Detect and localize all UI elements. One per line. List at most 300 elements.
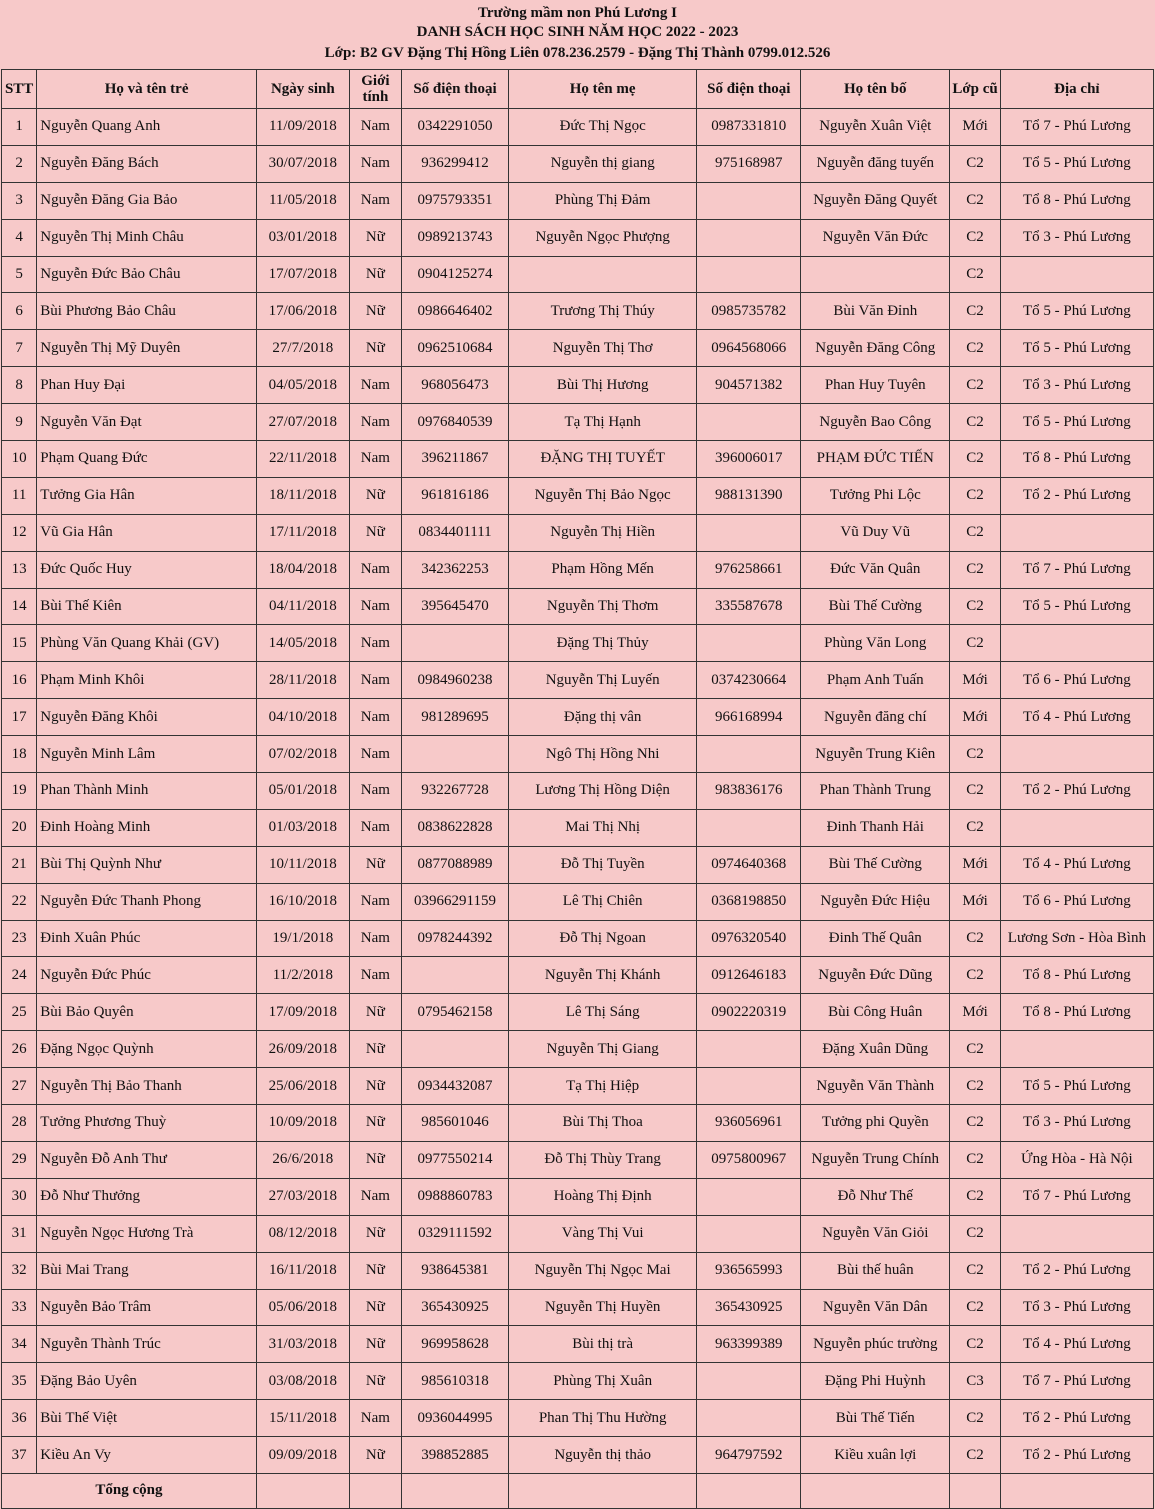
col-header-mother-name: Họ tên mẹ: [508, 70, 696, 109]
total-cell: [349, 1473, 401, 1508]
cell-stt: 36: [2, 1400, 37, 1437]
cell-child-name: Nguyễn Đăng Gia Bảo: [37, 182, 257, 219]
table-row: [2, 625, 1154, 662]
cell-phone: 985601046: [402, 1105, 509, 1142]
cell-phone: 0936044995: [402, 1400, 509, 1437]
cell-gender: Nam: [349, 1400, 401, 1437]
table-row: [2, 1363, 1154, 1400]
cell-birthdate: 05/06/2018: [256, 1289, 349, 1326]
cell-gender: Nam: [349, 773, 401, 810]
cell-old-class: C2: [950, 920, 1000, 957]
cell-address: [1000, 1215, 1153, 1252]
cell-child-name: Tưởng Phương Thuỳ: [37, 1105, 257, 1142]
cell-address: Lương Sơn - Hòa Bình: [1000, 920, 1153, 957]
table-row: [2, 256, 1154, 293]
table-row: [2, 109, 1154, 146]
cell-gender: Nam: [349, 109, 401, 146]
cell-old-class: C2: [950, 1400, 1000, 1437]
cell-father-name: Nguyễn đăng chí: [801, 699, 950, 736]
cell-old-class: C2: [950, 477, 1000, 514]
cell-child-name: Bùi Thế Việt: [37, 1400, 257, 1437]
cell-phone: 0977550214: [402, 1141, 509, 1178]
cell-father-name: Phạm Anh Tuấn: [801, 662, 950, 699]
cell-child-name: Nguyễn Thị Mỹ Duyên: [37, 330, 257, 367]
cell-mother-phone: [697, 1031, 801, 1068]
cell-stt: 18: [2, 736, 37, 773]
cell-birthdate: 07/02/2018: [256, 736, 349, 773]
cell-child-name: Bùi Thế Kiên: [37, 588, 257, 625]
cell-mother-phone: [697, 1068, 801, 1105]
cell-stt: 33: [2, 1289, 37, 1326]
cell-mother-name: Nguyễn Thị Bảo Ngọc: [508, 477, 696, 514]
cell-gender: Nam: [349, 404, 401, 441]
cell-mother-name: Tạ Thị Hiệp: [508, 1068, 696, 1105]
cell-old-class: C2: [950, 809, 1000, 846]
table-row: [2, 846, 1154, 883]
cell-mother-name: [508, 256, 696, 293]
cell-stt: 17: [2, 699, 37, 736]
school-name: Trường mầm non Phú Lương I: [478, 5, 677, 21]
cell-stt: 13: [2, 551, 37, 588]
cell-birthdate: 05/01/2018: [256, 773, 349, 810]
cell-old-class: C2: [950, 145, 1000, 182]
cell-father-name: Nguyễn Đức Hiệu: [801, 883, 950, 920]
table-row: [2, 920, 1154, 957]
cell-child-name: Nguyễn Đức Thanh Phong: [37, 883, 257, 920]
cell-phone: 0986646402: [402, 293, 509, 330]
cell-father-name: Nguyễn Bao Công: [801, 404, 950, 441]
cell-mother-name: Đỗ Thị Tuyền: [508, 846, 696, 883]
cell-address: Tổ 5 - Phú Lương: [1000, 1068, 1153, 1105]
cell-stt: 8: [2, 367, 37, 404]
cell-address: [1000, 256, 1153, 293]
cell-mother-phone: 983836176: [697, 773, 801, 810]
cell-phone: 0834401111: [402, 514, 509, 551]
cell-mother-phone: [697, 1178, 801, 1215]
cell-father-name: Bùi thế huân: [801, 1252, 950, 1289]
cell-father-name: Bùi Thế Cường: [801, 588, 950, 625]
cell-mother-name: Trương Thị Thúy: [508, 293, 696, 330]
cell-address: Tổ 5 - Phú Lương: [1000, 293, 1153, 330]
cell-old-class: C2: [950, 1437, 1000, 1474]
cell-phone: [402, 625, 509, 662]
cell-father-name: Nguyễn Đức Dũng: [801, 957, 950, 994]
total-cell: [950, 1473, 1000, 1508]
cell-gender: Nữ: [349, 1068, 401, 1105]
cell-mother-name: Bùi thị trà: [508, 1326, 696, 1363]
cell-old-class: C2: [950, 773, 1000, 810]
cell-old-class: C2: [950, 551, 1000, 588]
cell-mother-phone: 936056961: [697, 1105, 801, 1142]
table-row: [2, 1215, 1154, 1252]
cell-gender: Nam: [349, 551, 401, 588]
cell-birthdate: 01/03/2018: [256, 809, 349, 846]
cell-father-name: Nguyễn Trung Chính: [801, 1141, 950, 1178]
cell-birthdate: 28/11/2018: [256, 662, 349, 699]
cell-old-class: C2: [950, 441, 1000, 478]
cell-mother-phone: [697, 404, 801, 441]
cell-mother-name: Đỗ Thị Ngoan: [508, 920, 696, 957]
cell-mother-phone: 976258661: [697, 551, 801, 588]
total-label: Tổng cộng: [2, 1473, 257, 1508]
cell-stt: 21: [2, 846, 37, 883]
col-header-address: Địa chỉ: [1000, 70, 1153, 109]
cell-stt: 31: [2, 1215, 37, 1252]
table-row: [2, 957, 1154, 994]
cell-stt: 9: [2, 404, 37, 441]
cell-child-name: Nguyễn Quang Anh: [37, 109, 257, 146]
cell-mother-name: Nguyễn Thị Giang: [508, 1031, 696, 1068]
table-row: [2, 145, 1154, 182]
cell-mother-phone: 904571382: [697, 367, 801, 404]
cell-mother-name: Đặng Thị Thủy: [508, 625, 696, 662]
total-row: [2, 1473, 1154, 1508]
cell-birthdate: 03/08/2018: [256, 1363, 349, 1400]
cell-father-name: Nguyễn Trung Kiên: [801, 736, 950, 773]
cell-child-name: Đặng Bảo Uyên: [37, 1363, 257, 1400]
cell-address: Tổ 2 - Phú Lương: [1000, 477, 1153, 514]
cell-child-name: Nguyễn Minh Lâm: [37, 736, 257, 773]
cell-old-class: C2: [950, 1215, 1000, 1252]
cell-address: [1000, 514, 1153, 551]
cell-address: Tổ 8 - Phú Lương: [1000, 957, 1153, 994]
cell-address: Tổ 8 - Phú Lương: [1000, 182, 1153, 219]
cell-child-name: Nguyễn Đăng Bách: [37, 145, 257, 182]
cell-child-name: Nguyễn Ngọc Hương Trà: [37, 1215, 257, 1252]
cell-phone: 396211867: [402, 441, 509, 478]
cell-stt: 19: [2, 773, 37, 810]
cell-mother-phone: 0374230664: [697, 662, 801, 699]
table-row: [2, 699, 1154, 736]
cell-mother-phone: 0976320540: [697, 920, 801, 957]
cell-mother-phone: 0902220319: [697, 994, 801, 1031]
total-cell: [1000, 1473, 1153, 1508]
table-row: [2, 736, 1154, 773]
cell-stt: 4: [2, 219, 37, 256]
cell-address: Tổ 4 - Phú Lương: [1000, 846, 1153, 883]
cell-mother-name: Đỗ Thị Thùy Trang: [508, 1141, 696, 1178]
cell-gender: Nam: [349, 883, 401, 920]
cell-address: Tổ 4 - Phú Lương: [1000, 699, 1153, 736]
table-row: [2, 551, 1154, 588]
cell-stt: 26: [2, 1031, 37, 1068]
cell-old-class: Mới: [950, 994, 1000, 1031]
cell-address: Ứng Hòa - Hà Nội: [1000, 1141, 1153, 1178]
cell-old-class: C2: [950, 219, 1000, 256]
total-cell: [697, 1473, 801, 1508]
cell-birthdate: 08/12/2018: [256, 1215, 349, 1252]
total-cell: [801, 1473, 950, 1508]
cell-mother-phone: 963399389: [697, 1326, 801, 1363]
cell-birthdate: 11/09/2018: [256, 109, 349, 146]
cell-address: Tổ 6 - Phú Lương: [1000, 662, 1153, 699]
cell-address: Tổ 8 - Phú Lương: [1000, 441, 1153, 478]
cell-phone: 0877088989: [402, 846, 509, 883]
col-header-gender: Giới tính: [349, 70, 401, 109]
cell-child-name: Nguyễn Đỗ Anh Thư: [37, 1141, 257, 1178]
cell-address: Tổ 3 - Phú Lương: [1000, 367, 1153, 404]
class-info: Lớp: B2 GV Đặng Thị Hồng Liên 078.236.2579 - Đặng Thị Thành 0799.012.526: [324, 45, 831, 61]
cell-father-name: Tưởng Phi Lộc: [801, 477, 950, 514]
cell-father-name: Đức Văn Quân: [801, 551, 950, 588]
cell-birthdate: 10/11/2018: [256, 846, 349, 883]
cell-father-name: Nguyễn đăng tuyến: [801, 145, 950, 182]
table-row: [2, 1400, 1154, 1437]
cell-mother-name: Nguyễn Ngọc Phượng: [508, 219, 696, 256]
cell-birthdate: 31/03/2018: [256, 1326, 349, 1363]
table-row: [2, 367, 1154, 404]
cell-gender: Nữ: [349, 1437, 401, 1474]
cell-birthdate: 18/04/2018: [256, 551, 349, 588]
cell-old-class: Mới: [950, 109, 1000, 146]
cell-mother-name: Nguyễn Thị Huyền: [508, 1289, 696, 1326]
cell-birthdate: 17/09/2018: [256, 994, 349, 1031]
cell-old-class: C2: [950, 1252, 1000, 1289]
cell-child-name: Phan Thành Minh: [37, 773, 257, 810]
cell-birthdate: 04/05/2018: [256, 367, 349, 404]
cell-old-class: C2: [950, 514, 1000, 551]
cell-phone: 0329111592: [402, 1215, 509, 1252]
cell-phone: [402, 736, 509, 773]
table-row: [2, 404, 1154, 441]
cell-address: Tổ 7 - Phú Lương: [1000, 1363, 1153, 1400]
cell-address: Tổ 2 - Phú Lương: [1000, 1252, 1153, 1289]
cell-mother-phone: [697, 1363, 801, 1400]
cell-phone: 0838622828: [402, 809, 509, 846]
cell-address: Tổ 3 - Phú Lương: [1000, 1105, 1153, 1142]
cell-address: Tổ 3 - Phú Lương: [1000, 219, 1153, 256]
cell-mother-phone: 0987331810: [697, 109, 801, 146]
cell-old-class: C2: [950, 1105, 1000, 1142]
cell-phone: 0989213743: [402, 219, 509, 256]
cell-mother-phone: 988131390: [697, 477, 801, 514]
cell-mother-phone: [697, 256, 801, 293]
cell-mother-name: Bùi Thị Hương: [508, 367, 696, 404]
cell-old-class: Mới: [950, 883, 1000, 920]
cell-father-name: Bùi Thế Tiến: [801, 1400, 950, 1437]
cell-mother-name: Phùng Thị Xuân: [508, 1363, 696, 1400]
cell-gender: Nam: [349, 1178, 401, 1215]
cell-gender: Nam: [349, 957, 401, 994]
cell-birthdate: 04/10/2018: [256, 699, 349, 736]
cell-child-name: Bùi Mai Trang: [37, 1252, 257, 1289]
cell-child-name: Nguyễn Văn Đạt: [37, 404, 257, 441]
cell-mother-name: Nguyễn Thị Hiền: [508, 514, 696, 551]
cell-address: Tổ 4 - Phú Lương: [1000, 1326, 1153, 1363]
table-row: [2, 441, 1154, 478]
cell-mother-phone: [697, 182, 801, 219]
cell-mother-name: Đức Thị Ngọc: [508, 109, 696, 146]
total-cell: [508, 1473, 696, 1508]
cell-father-name: Nguyễn Văn Giỏi: [801, 1215, 950, 1252]
cell-address: Tổ 8 - Phú Lương: [1000, 994, 1153, 1031]
cell-mother-name: ĐẶNG THỊ TUYẾT: [508, 441, 696, 478]
cell-mother-name: Ngô Thị Hồng Nhi: [508, 736, 696, 773]
cell-gender: Nữ: [349, 1326, 401, 1363]
student-table: [1, 69, 1154, 1509]
cell-gender: Nam: [349, 736, 401, 773]
cell-mother-phone: 966168994: [697, 699, 801, 736]
table-row: [2, 1141, 1154, 1178]
cell-mother-phone: 975168987: [697, 145, 801, 182]
cell-phone: 981289695: [402, 699, 509, 736]
cell-mother-name: Nguyễn Thị Khánh: [508, 957, 696, 994]
cell-gender: Nữ: [349, 1031, 401, 1068]
cell-phone: 0934432087: [402, 1068, 509, 1105]
cell-mother-phone: [697, 625, 801, 662]
cell-old-class: Mới: [950, 662, 1000, 699]
table-body: [2, 109, 1154, 1474]
cell-phone: [402, 957, 509, 994]
col-header-stt: STT: [2, 70, 37, 109]
cell-child-name: Đỗ Như Thưởng: [37, 1178, 257, 1215]
cell-address: Tổ 6 - Phú Lương: [1000, 883, 1153, 920]
cell-address: Tổ 2 - Phú Lương: [1000, 773, 1153, 810]
cell-phone: 0975793351: [402, 182, 509, 219]
cell-mother-name: Nguyễn thị thảo: [508, 1437, 696, 1474]
cell-father-name: PHẠM ĐỨC TIẾN: [801, 441, 950, 478]
cell-stt: 22: [2, 883, 37, 920]
cell-old-class: C3: [950, 1363, 1000, 1400]
table-row: [2, 662, 1154, 699]
cell-phone: 932267728: [402, 773, 509, 810]
cell-phone: 342362253: [402, 551, 509, 588]
cell-stt: 12: [2, 514, 37, 551]
table-row: [2, 514, 1154, 551]
cell-birthdate: 16/10/2018: [256, 883, 349, 920]
cell-birthdate: 18/11/2018: [256, 477, 349, 514]
cell-mother-phone: [697, 809, 801, 846]
cell-mother-name: Nguyễn thị giang: [508, 145, 696, 182]
cell-phone: 985610318: [402, 1363, 509, 1400]
cell-mother-name: Tạ Thị Hạnh: [508, 404, 696, 441]
col-header-old-class: Lớp cũ: [950, 70, 1000, 109]
cell-stt: 30: [2, 1178, 37, 1215]
cell-gender: Nữ: [349, 256, 401, 293]
cell-old-class: C2: [950, 1178, 1000, 1215]
cell-birthdate: 26/09/2018: [256, 1031, 349, 1068]
cell-birthdate: 10/09/2018: [256, 1105, 349, 1142]
cell-address: Tổ 5 - Phú Lương: [1000, 404, 1153, 441]
cell-old-class: Mới: [950, 699, 1000, 736]
table-row: [2, 1105, 1154, 1142]
col-header-phone-2: Số điện thoại: [697, 70, 801, 109]
cell-father-name: Phan Thành Trung: [801, 773, 950, 810]
cell-birthdate: 22/11/2018: [256, 441, 349, 478]
cell-birthdate: 09/09/2018: [256, 1437, 349, 1474]
cell-mother-phone: 396006017: [697, 441, 801, 478]
cell-father-name: Nguyễn Văn Thành: [801, 1068, 950, 1105]
cell-father-name: Kiều xuân lợi: [801, 1437, 950, 1474]
cell-gender: Nam: [349, 367, 401, 404]
cell-gender: Nam: [349, 145, 401, 182]
cell-stt: 29: [2, 1141, 37, 1178]
cell-father-name: Nguyễn Văn Đức: [801, 219, 950, 256]
cell-child-name: Nguyễn Thị Bảo Thanh: [37, 1068, 257, 1105]
cell-phone: 0978244392: [402, 920, 509, 957]
table-row: [2, 1289, 1154, 1326]
table-row: [2, 1437, 1154, 1474]
cell-address: Tổ 2 - Phú Lương: [1000, 1400, 1153, 1437]
cell-child-name: Bùi Thị Quỳnh Như: [37, 846, 257, 883]
cell-mother-name: Lê Thị Chiên: [508, 883, 696, 920]
cell-birthdate: 17/11/2018: [256, 514, 349, 551]
cell-old-class: C2: [950, 1289, 1000, 1326]
cell-old-class: C2: [950, 293, 1000, 330]
cell-mother-name: Đặng thị vân: [508, 699, 696, 736]
cell-old-class: C2: [950, 367, 1000, 404]
cell-mother-name: Hoàng Thị Định: [508, 1178, 696, 1215]
cell-mother-phone: 365430925: [697, 1289, 801, 1326]
cell-phone: 0342291050: [402, 109, 509, 146]
cell-father-name: Nguyễn Đăng Công: [801, 330, 950, 367]
cell-father-name: Tưởng phi Quyền: [801, 1105, 950, 1142]
cell-mother-name: Bùi Thị Thoa: [508, 1105, 696, 1142]
cell-father-name: Nguyễn Văn Dân: [801, 1289, 950, 1326]
cell-child-name: Phạm Quang Đức: [37, 441, 257, 478]
cell-address: Tổ 7 - Phú Lương: [1000, 551, 1153, 588]
col-header-father-name: Họ tên bố: [801, 70, 950, 109]
cell-old-class: C2: [950, 957, 1000, 994]
col-header-phone: Số điện thoại: [402, 70, 509, 109]
cell-child-name: Nguyễn Đức Phúc: [37, 957, 257, 994]
cell-mother-phone: 0974640368: [697, 846, 801, 883]
cell-gender: Nữ: [349, 846, 401, 883]
cell-old-class: C2: [950, 1141, 1000, 1178]
cell-stt: 6: [2, 293, 37, 330]
cell-old-class: C2: [950, 256, 1000, 293]
cell-phone: 0795462158: [402, 994, 509, 1031]
cell-birthdate: 04/11/2018: [256, 588, 349, 625]
cell-birthdate: 11/2/2018: [256, 957, 349, 994]
cell-gender: Nữ: [349, 1215, 401, 1252]
cell-stt: 32: [2, 1252, 37, 1289]
cell-stt: 35: [2, 1363, 37, 1400]
table-row: [2, 293, 1154, 330]
cell-old-class: C2: [950, 1031, 1000, 1068]
cell-birthdate: 25/06/2018: [256, 1068, 349, 1105]
cell-gender: Nữ: [349, 514, 401, 551]
cell-stt: 2: [2, 145, 37, 182]
cell-birthdate: 27/03/2018: [256, 1178, 349, 1215]
cell-gender: Nữ: [349, 477, 401, 514]
cell-phone: 936299412: [402, 145, 509, 182]
cell-address: [1000, 736, 1153, 773]
total-cell: [402, 1473, 509, 1508]
table-row: [2, 1178, 1154, 1215]
cell-mother-name: Phan Thị Thu Hường: [508, 1400, 696, 1437]
cell-father-name: Vũ Duy Vũ: [801, 514, 950, 551]
table-row: [2, 330, 1154, 367]
cell-stt: 3: [2, 182, 37, 219]
cell-mother-name: Nguyễn Thị Thơm: [508, 588, 696, 625]
table-row: [2, 219, 1154, 256]
cell-birthdate: 17/06/2018: [256, 293, 349, 330]
cell-gender: Nam: [349, 588, 401, 625]
cell-father-name: Nguyễn Đăng Quyết: [801, 182, 950, 219]
cell-old-class: C2: [950, 404, 1000, 441]
cell-old-class: C2: [950, 588, 1000, 625]
cell-stt: 15: [2, 625, 37, 662]
cell-birthdate: 14/05/2018: [256, 625, 349, 662]
cell-phone: 0976840539: [402, 404, 509, 441]
cell-birthdate: 16/11/2018: [256, 1252, 349, 1289]
cell-gender: Nữ: [349, 1141, 401, 1178]
cell-child-name: Nguyễn Đăng Khôi: [37, 699, 257, 736]
cell-gender: Nữ: [349, 219, 401, 256]
cell-stt: 20: [2, 809, 37, 846]
cell-child-name: Nguyễn Đức Bảo Châu: [37, 256, 257, 293]
